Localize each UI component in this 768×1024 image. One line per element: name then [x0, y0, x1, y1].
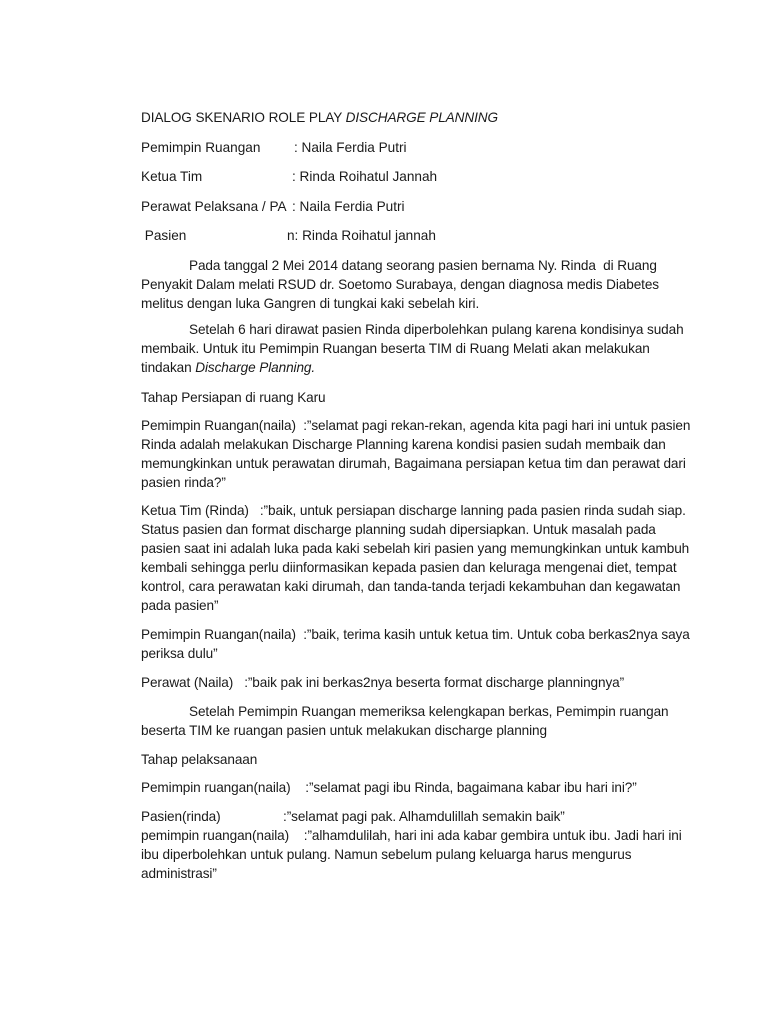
dialog-karu-2-line-1: Pemimpin Ruangan(naila) :”baik, terima kasih untuk ketua tim. Untuk coba berkas2nya saya [141, 627, 690, 642]
dialog-pelaksanaan-karu-2-line-3: administrasi” [141, 866, 217, 881]
dialog-karu-2-line-2: periksa dulu” [141, 646, 218, 661]
role-value-perawat: : Naila Ferdia Putri [292, 199, 405, 214]
dialog-karu-1-line-4: pasien rinda?” [141, 475, 226, 490]
role-value-pasien: n: Rinda Roihatul jannah [287, 228, 436, 243]
second-line-3-italic: Discharge Planning. [195, 360, 316, 375]
narration-line-1: Setelah Pemimpin Ruangan memeriksa kelengkapan berkas, Pemimpin ruangan [189, 704, 669, 719]
role-label-pemimpin: Pemimpin Ruangan [141, 140, 261, 155]
dialog-katim-1-line-2: Status pasien dan format discharge planning sudah dipersiapkan. Untuk masalah pada [141, 522, 656, 537]
narration-line-2: beserta TIM ke ruangan pasien untuk melakukan discharge planning [141, 723, 547, 738]
second-line-3-text: tindakan [141, 360, 196, 375]
dialog-pelaksanaan-pasien-1: Pasien(rinda) :”selamat pagi pak. Alhamdulillah semakin baik” [141, 809, 565, 824]
section-heading-pelaksanaan: Tahap pelaksanaan [141, 752, 258, 767]
role-label-pasien: Pasien [141, 228, 187, 243]
second-line-1: Setelah 6 hari dirawat pasien Rinda diperbolehkan pulang karena kondisinya sudah [189, 322, 684, 337]
dialog-pelaksanaan-karu-2-line-1: pemimpin ruangan(naila) :”alhamdulilah, hari ini ada kabar gembira untuk ibu. Jadi hari ini [141, 828, 682, 843]
document-title [141, 109, 498, 127]
second-line-3 [141, 359, 315, 377]
role-value-ketua: : Rinda Roihatul Jannah [292, 169, 438, 184]
intro-line-2: Penyakit Dalam melati RSUD dr. Soetomo Surabaya, dengan diagnosa medis Diabetes [141, 277, 660, 292]
role-label-ketua: Ketua Tim [141, 169, 203, 184]
dialog-katim-1-line-4: kembali sehingga perlu diinformasikan kepada pasien dan keluraga mengenai diet, tempat [141, 560, 677, 575]
intro-line-3: melitus dengan luka Gangren di tungkai kaki sebelah kiri. [141, 296, 480, 311]
dialog-karu-1-line-2: Rinda adalah melakukan Discharge Planning karena kondisi pasien sudah membaik dan [141, 437, 666, 452]
dialog-perawat-1-line-1: Perawat (Naila) :”baik pak ini berkas2nya beserta format discharge planningnya” [141, 675, 625, 690]
role-label-perawat: Perawat Pelaksana / PA [141, 199, 287, 214]
second-line-2: membaik. Untuk itu Pemimpin Ruangan beserta TIM di Ruang Melati akan melakukan [141, 341, 650, 356]
intro-line-1: Pada tanggal 2 Mei 2014 datang seorang pasien bernama Ny. Rinda di Ruang [189, 258, 657, 273]
dialog-katim-1-line-6: pada pasien” [141, 598, 219, 613]
title-plain-text: DIALOG SKENARIO ROLE PLAY [141, 110, 346, 125]
dialog-katim-1-line-5: kontrol, cara perawatan kaki dirumah, dan tanda-tanda terjadi kekambuhan dan kegawatan [141, 579, 681, 594]
title-italic-text: DISCHARGE PLANNING [345, 110, 498, 125]
dialog-karu-1-line-1: Pemimpin Ruangan(naila) :”selamat pagi rekan-rekan, agenda kita pagi hari ini untuk pasien [141, 418, 691, 433]
role-value-pemimpin: : Naila Ferdia Putri [294, 140, 407, 155]
section-heading-persiapan: Tahap Persiapan di ruang Karu [141, 390, 326, 405]
dialog-karu-1-line-3: memungkinkan untuk perawatan dirumah, Bagaimana persiapan ketua tim dan perawat dari [141, 456, 686, 471]
dialog-katim-1-line-1: Ketua Tim (Rinda) :”baik, untuk persiapan discharge lanning pada pasien rinda sudah siap. [141, 503, 686, 518]
dialog-pelaksanaan-karu-2-line-2: ibu diperbolehkan untuk pulang. Namun sebelum pulang keluarga harus mengurus [141, 847, 632, 862]
dialog-katim-1-line-3: pasien saat ini adalah luka pada kaki sebelah kiri pasien yang memungkinkan untuk kambuh [141, 541, 690, 556]
dialog-pelaksanaan-karu-1: Pemimpin ruangan(naila) :”selamat pagi ibu Rinda, bagaimana kabar ibu hari ini?” [141, 780, 637, 795]
